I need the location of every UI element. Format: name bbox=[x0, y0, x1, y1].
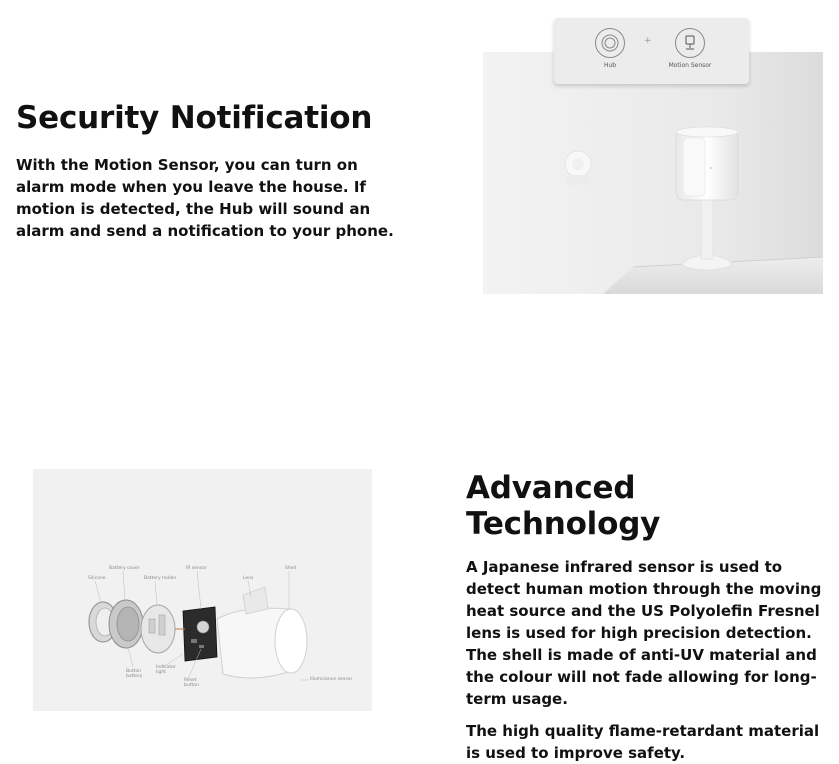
motion-sensor-room-illustration bbox=[483, 52, 823, 294]
hub-sensor-pairing-card bbox=[554, 18, 749, 84]
hub-item bbox=[580, 28, 640, 69]
label-indicator-light: Indicator light bbox=[156, 665, 176, 675]
advanced-technology-section bbox=[466, 470, 831, 764]
wall-hub-image bbox=[565, 151, 591, 185]
label-illuminance-sensor: Illuminance sensor bbox=[310, 677, 353, 682]
security-notification-section bbox=[16, 100, 396, 242]
battery-cover-part bbox=[109, 600, 143, 648]
hub-icon bbox=[595, 28, 625, 58]
advanced-technology-description: A Japanese infrared sensor is used to detect human motion through the moving heat source and the US Polyolefin Fresnel lens is used for high precision detection. The shell is made of anti-UV material and the colour will not fade allowing for long-term usage. bbox=[466, 558, 822, 708]
exploded-view-diagram bbox=[33, 469, 372, 711]
label-ir-sensor: IR sensor bbox=[186, 566, 207, 571]
motion-sensor-label: Motion Sensor bbox=[668, 62, 712, 69]
label-button-battery: Button battery bbox=[126, 669, 143, 679]
plus-icon: + bbox=[644, 36, 652, 46]
security-notification-description: With the Motion Sensor, you can turn on alarm mode when you leave the house. If motion is detected, the Hub will sound an alarm and send a notification to your phone. bbox=[16, 156, 394, 240]
advanced-technology-heading: Advanced Technology bbox=[466, 470, 661, 542]
motion-sensor-item bbox=[660, 28, 720, 69]
hub-label: Hub bbox=[603, 62, 617, 69]
label-silicone: Silicone bbox=[88, 576, 106, 581]
motion-sensor-icon bbox=[675, 28, 705, 58]
sensor-exploded-illustration bbox=[33, 469, 372, 711]
label-shell: Shell bbox=[285, 566, 296, 571]
motion-sensor-room-photo bbox=[483, 52, 823, 294]
label-reset-button: Reset button bbox=[184, 678, 199, 688]
safety-description: The high quality flame-retardant material is used to improve safety. bbox=[466, 722, 820, 762]
label-battery-holder: Battery holder bbox=[144, 576, 177, 581]
battery-holder-part bbox=[141, 605, 175, 653]
label-lens: Lens bbox=[243, 576, 254, 581]
security-notification-heading: Security Notification bbox=[16, 100, 373, 136]
label-battery-cover: Battery cover bbox=[109, 566, 140, 571]
